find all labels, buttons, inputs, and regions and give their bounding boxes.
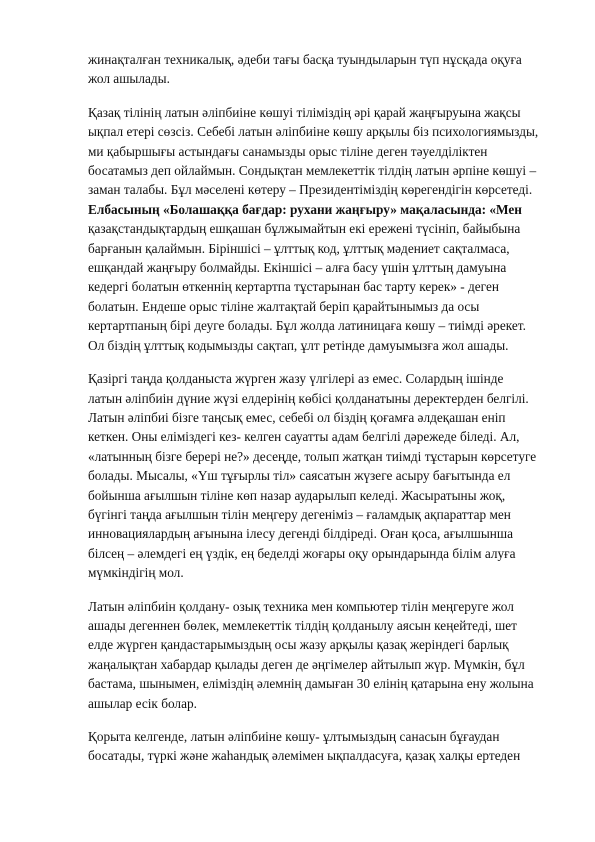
text-segment: Қазақ тілінің латын әліпбиіне көшуі тіліміздің әрі қарай жаңғыруына жақсы [88,104,521,120]
text-segment: ми қабыршығы астындағы санамызды орыс тіліне деген тәуелділіктен [88,143,488,159]
text-segment: ашылар есік болар. [88,695,197,711]
text-line [88,597,518,616]
text-segment: жаңалықтан хабардар қылады деген де әңгімелер айтылып жүр. Мүмкін, бұл [88,656,525,672]
text-segment: ашады дегеннен бөлек, мемлекеттік тілдің қолданылу аясын кеңейтеді, шет [88,617,517,633]
text-segment: бүгінгі таңда ағылшын тілін меңгеру дегеніміз – ғаламдық ақпараттар мен [88,506,511,522]
text-line [88,635,518,654]
text-line [88,505,518,524]
text-segment: заман талабы. Бұл мәселені көтеру – Президентіміздің көрегендігін көрсетеді. [88,182,533,198]
text-line [88,389,529,408]
text-segment: кертартпаның бірі деуге болады. Бұл жолда латиницаға көшу – тиімді әрекет. [88,318,526,334]
paragraph-p1 [88,50,522,89]
text-segment: болатын. Ендеше орыс тіліне жалтақтай беріп қарайтынымыз да осы [88,298,480,314]
document-body [88,50,539,780]
text-line [88,746,521,765]
text-segment: босатамыз деп ойлаймын. Сондықтан мемлекеттік тілдің латын әрпіне көшуі – [88,163,537,179]
text-segment: «латынның бізге берері не?» десеңде, толып жатқан тиімді тұстарын көрсетуге [88,448,537,464]
text-segment: Қорыта келгенде, латын әліпбиіне көшу- ұлтымыздың санасын бұғаудан [88,729,500,744]
text-line [88,316,526,335]
text-line [88,694,518,713]
text-segment: латын әліпбиін дүние жүзі елдерінің көбісі қолданатыны деректерден белгілі. [88,390,529,406]
bold-text-segment: Елбасының «Болашаққа бағдар: рухани жаңғыру» мақаласында: «Мен [88,201,522,217]
text-segment: Латын әліпбиі бізге таңсық емес, себебі ол біздің қоғамға әлдеқашан еніп [88,409,506,425]
text-line [88,219,521,238]
text-segment: Латын әліпбиін қолдану- озық техника мен компьютер тілін меңгеруге жол [88,598,514,614]
text-line [88,277,518,296]
text-line [88,408,518,427]
text-segment: кедергі болатын өткеннің кертартпа тұстарынан бас тарту керек» - деген [88,279,499,295]
text-line [88,50,522,69]
text-line [88,142,518,161]
text-line [88,674,534,693]
text-line [88,544,518,563]
text-segment: бастама, шынымен, еліміздің әлемнің дамыған 30 елінің қатарына ену жолына [88,676,534,692]
text-segment: елде жүрген қандастарымыздың осы жазу арқылы қазақ жеріндегі барлық [88,637,509,653]
text-line [88,727,518,746]
text-line [88,447,537,466]
text-line [88,655,525,674]
paragraph-p5 [88,727,521,766]
text-line [88,258,518,277]
text-segment: қазақстандықтардың ешқашан бұлжымайтын екі ережені түсініп, байыбына [88,221,521,237]
text-segment: жинақталған техникалық, әдеби тағы басқа туындыларын түп нұсқада оқуға [88,52,522,67]
text-line [88,239,518,258]
text-segment: инновациялардың ағынына ілесу дегенді білдіреді. Оған қоса, ағылшынша [88,526,514,542]
text-line [88,524,518,543]
text-line [88,161,537,180]
text-segment: Қазіргі таңда қолданыста жүрген жазу үлгілері аз емес. Солардың ішінде [88,371,504,387]
text-line [88,369,518,388]
paragraph-p4 [88,597,534,713]
text-segment: барғанын қалаймын. Біріншісі – ұлттық код, ұлттық мәдениет сақталмаса, [88,240,510,256]
text-segment: мүмкіндігің мол. [88,565,184,581]
text-line [88,486,518,505]
text-segment: бойынша ағылшын тіліне көп назар аударылып келеді. Жасыратыны жоқ, [88,487,506,503]
text-line [88,200,522,219]
text-line [88,180,533,199]
text-segment: білсең – әлемдегі ең үздік, ең беделді жоғары оқу орындарында білім алуға [88,545,516,561]
text-segment: босатады, түркі және жаһандық әлемімен ықпалдасуға, қазақ халқы ертеден [88,748,521,764]
text-line [88,69,518,88]
text-segment: Ол біздің ұлттық кодымызды сақтап, ұлт ретінде дамуымызға жол ашады. [88,337,509,353]
text-line [88,103,521,122]
text-line [88,297,518,316]
paragraph-p2 [88,103,539,355]
text-segment: жол ашылады. [88,71,170,87]
text-line [88,336,518,355]
text-segment: болады. Мысалы, «Үш тұғырлы тіл» саясатын жүзеге асыру бағытында ел [88,468,511,484]
text-segment: кеткен. Оны еліміздегі кез- келген сауатты адам белгілі дәрежеде біледі. Ал, [88,429,520,445]
text-segment: ешқандай жаңғыру болмайды. Екіншісі – алға басу үшін ұлттың дамуына [88,260,507,276]
text-line [88,563,518,582]
text-line [88,122,539,141]
text-line [88,616,518,635]
text-segment: ықпал етері сөзсіз. Себебі латын әліпбиіне көшу арқылы біз психологиямызды, [88,124,539,140]
text-line [88,466,518,485]
text-line [88,427,518,446]
paragraph-p3 [88,369,537,582]
